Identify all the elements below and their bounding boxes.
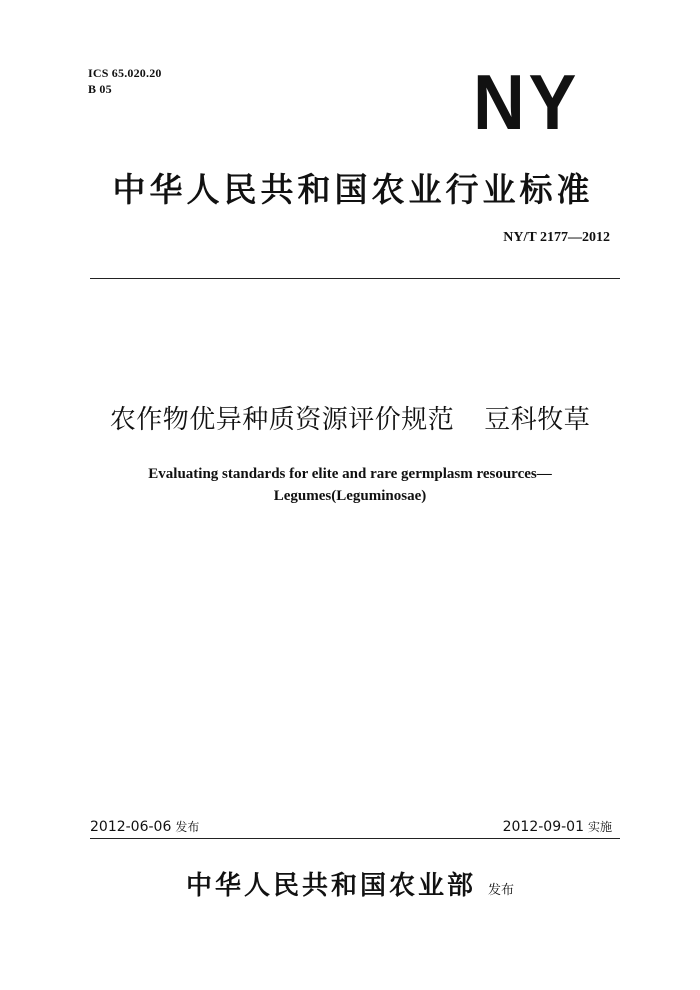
title-cn-main: 农作物优异种质资源评价规范 bbox=[109, 405, 455, 435]
header-divider bbox=[90, 278, 620, 279]
document-title-cn bbox=[0, 402, 700, 438]
standard-category-title: 中华人民共和国农业行业标准 bbox=[112, 170, 594, 209]
issuer bbox=[0, 868, 700, 909]
issuer-name: 中华人民共和国农业部 bbox=[185, 871, 476, 901]
issue-date-value: 2012-06-06 bbox=[90, 819, 172, 835]
ics-code: ICS 65.020.20 bbox=[88, 66, 162, 80]
issuer-suffix: 发布 bbox=[488, 883, 515, 898]
effective-date-value: 2012-09-01 bbox=[502, 819, 584, 835]
footer-divider bbox=[90, 838, 620, 839]
title-cn-sub: 豆科牧草 bbox=[484, 405, 591, 435]
document-title-en-line1: Evaluating standards for elite and rare germplasm resources— bbox=[148, 466, 552, 482]
ny-logo: NY bbox=[472, 58, 580, 146]
ccs-code: B 05 bbox=[88, 82, 112, 96]
effective-date-label: 实施 bbox=[587, 820, 612, 834]
issue-date-label: 发布 bbox=[175, 820, 200, 834]
effective-date bbox=[503, 818, 612, 836]
issue-date bbox=[90, 818, 199, 836]
document-title-en-line2: Legumes(Leguminosae) bbox=[273, 488, 427, 504]
standard-number: NY/T 2177—2012 bbox=[503, 230, 610, 245]
